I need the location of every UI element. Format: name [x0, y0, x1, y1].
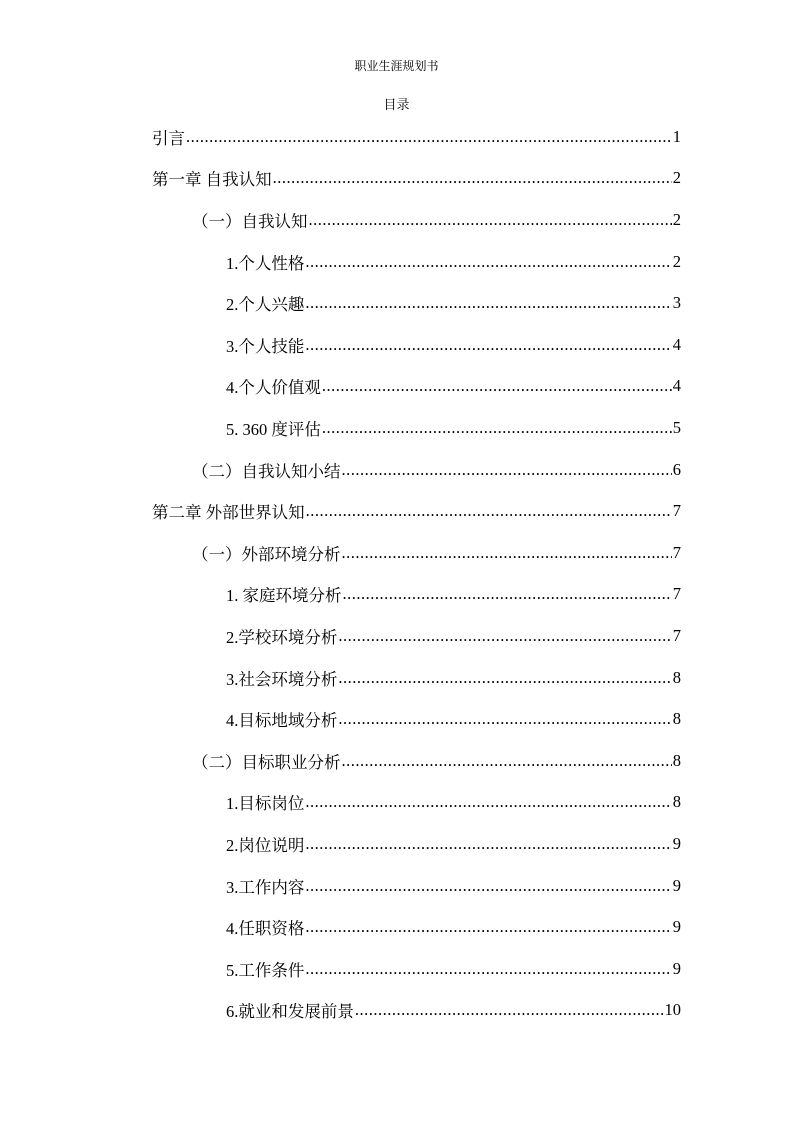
- toc-entry-page: 6: [672, 459, 681, 479]
- toc-entry[interactable]: [226, 574, 681, 616]
- toc-entry-page: 5: [672, 417, 681, 437]
- toc-entry[interactable]: [226, 948, 681, 990]
- toc-entry[interactable]: [226, 906, 681, 948]
- toc-entry-label: 1.目标岗位: [226, 794, 305, 814]
- toc-entry-page: 8: [672, 667, 681, 687]
- toc-entry-label: 第一章 自我认知: [152, 170, 272, 190]
- toc-entry-label: 1.个人性格: [226, 253, 305, 273]
- leader-dots: [338, 709, 671, 729]
- leader-dots: [305, 876, 671, 896]
- toc-entry[interactable]: [226, 698, 681, 740]
- toc-entry-page: 3: [672, 293, 681, 313]
- leader-dots: [273, 168, 672, 188]
- toc-entry[interactable]: [226, 782, 681, 824]
- leader-dots: [343, 584, 672, 604]
- toc-entry-page: 1: [672, 126, 681, 146]
- toc-title: 目录: [383, 97, 410, 112]
- toc-entry[interactable]: [152, 158, 681, 200]
- leader-dots: [338, 668, 671, 688]
- toc-entry[interactable]: [192, 532, 681, 574]
- leader-dots: [186, 127, 672, 147]
- toc-entry-label: （一）自我认知: [192, 211, 308, 231]
- toc-entry-label: 3.社会环境分析: [226, 669, 338, 689]
- toc-entry-label: 2.个人兴趣: [226, 295, 305, 315]
- leader-dots: [305, 959, 671, 979]
- toc-entry[interactable]: [226, 990, 681, 1032]
- toc-entry-page: 8: [672, 750, 681, 770]
- toc-entry-page: 7: [672, 542, 681, 562]
- toc-entry[interactable]: [226, 865, 681, 907]
- toc-entry-label: （一）外部环境分析: [192, 544, 341, 564]
- leader-dots: [342, 460, 672, 480]
- toc-entry-label: （二）目标职业分析: [192, 752, 341, 772]
- toc-entry-page: 10: [664, 1000, 681, 1020]
- toc-entry[interactable]: [226, 324, 681, 366]
- toc-entry-page: 2: [672, 251, 681, 271]
- toc-entry[interactable]: [226, 823, 681, 865]
- toc-entry[interactable]: [226, 282, 681, 324]
- toc-entry[interactable]: [192, 449, 681, 491]
- toc-entry[interactable]: [226, 657, 681, 699]
- toc-entry-label: 4.目标地域分析: [226, 711, 338, 731]
- running-header: 职业生涯规划书: [354, 59, 439, 73]
- leader-dots: [322, 418, 672, 438]
- toc-entry-page: 9: [672, 875, 681, 895]
- toc-entry-page: 9: [672, 958, 681, 978]
- leader-dots: [322, 376, 672, 396]
- toc-entry-label: 1. 家庭环境分析: [226, 586, 342, 606]
- toc-entry-page: 2: [672, 209, 681, 229]
- toc-entry-label: 5. 360 度评估: [226, 419, 321, 439]
- toc-entry-page: 4: [672, 334, 681, 354]
- toc-entry[interactable]: [226, 241, 681, 283]
- toc-entry-label: 引言: [152, 128, 185, 148]
- toc-entry-label: 2.岗位说明: [226, 835, 305, 855]
- toc-entry-label: 3.工作内容: [226, 877, 305, 897]
- leader-dots: [305, 335, 671, 355]
- toc-entry-page: 9: [672, 917, 681, 937]
- leader-dots: [355, 1000, 664, 1020]
- toc-entry[interactable]: [226, 407, 681, 449]
- toc-entry-page: 2: [672, 168, 681, 188]
- leader-dots: [306, 501, 672, 521]
- toc-entry-page: 7: [672, 625, 681, 645]
- toc-entry-label: （二）自我认知小结: [192, 461, 341, 481]
- toc-entry[interactable]: [152, 490, 681, 532]
- toc-entry-label: 5.工作条件: [226, 960, 305, 980]
- leader-dots: [305, 834, 671, 854]
- leader-dots: [305, 293, 671, 313]
- toc-entry-page: 4: [672, 376, 681, 396]
- toc-entry[interactable]: [226, 366, 681, 408]
- toc-entry-page: 8: [672, 709, 681, 729]
- leader-dots: [309, 210, 672, 230]
- toc-entry-page: 9: [672, 833, 681, 853]
- toc-entry[interactable]: [226, 615, 681, 657]
- toc-entry-label: 2.学校环境分析: [226, 627, 338, 647]
- toc-entry-page: 7: [672, 501, 681, 521]
- toc-entry[interactable]: [192, 199, 681, 241]
- toc-entry-label: 6.就业和发展前景: [226, 1002, 354, 1022]
- toc-entry[interactable]: [192, 740, 681, 782]
- leader-dots: [305, 252, 671, 272]
- leader-dots: [305, 917, 671, 937]
- leader-dots: [342, 751, 672, 771]
- leader-dots: [305, 792, 671, 812]
- toc-entry-label: 3.个人技能: [226, 336, 305, 356]
- toc-entry-page: 8: [672, 792, 681, 812]
- leader-dots: [338, 626, 671, 646]
- toc-entry-label: 4.个人价值观: [226, 378, 321, 398]
- toc-entry[interactable]: [152, 116, 681, 158]
- toc-entry-label: 第二章 外部世界认知: [152, 503, 305, 523]
- toc-entry-label: 4.任职资格: [226, 919, 305, 939]
- toc-entry-page: 7: [672, 584, 681, 604]
- leader-dots: [342, 543, 672, 563]
